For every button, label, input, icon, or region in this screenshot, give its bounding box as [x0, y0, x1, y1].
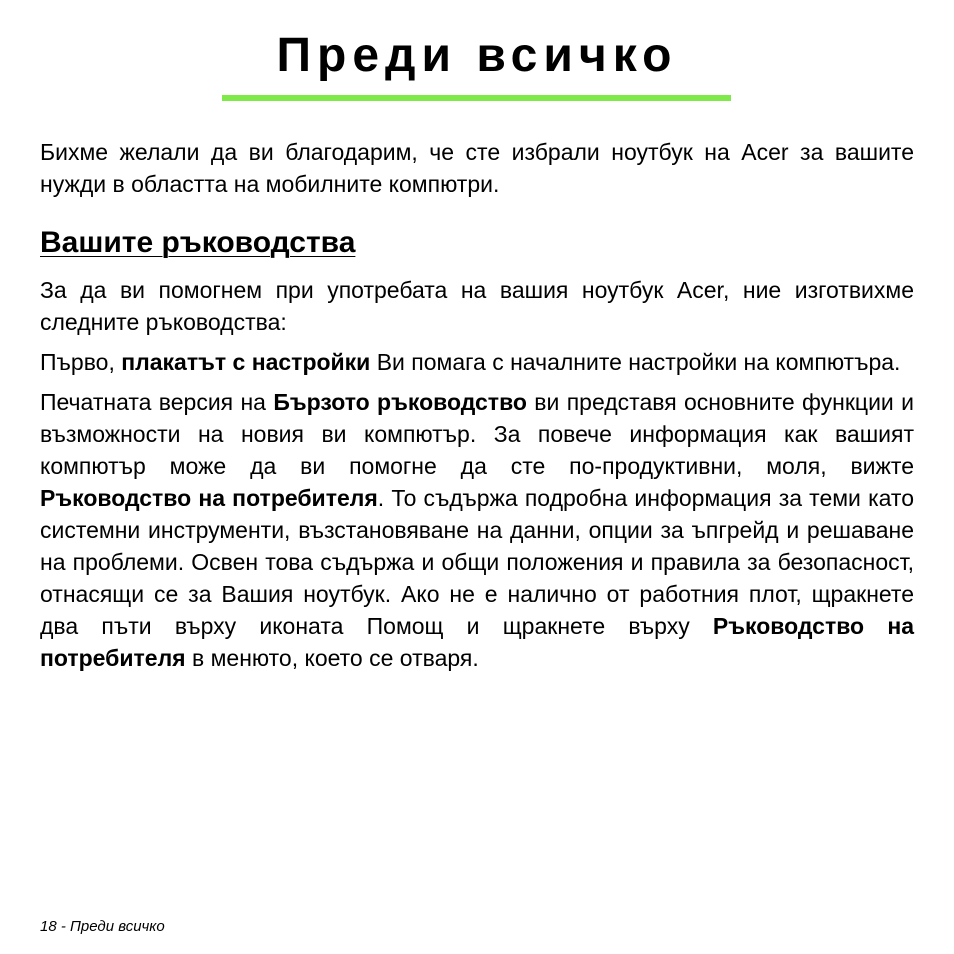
content: [40, 136, 914, 674]
text-run: в менюто, което се отваря.: [185, 645, 479, 671]
bold-term-user-guide: Ръководство на потребителя: [40, 613, 915, 671]
bold-term-quick-guide: Бързото ръководство: [273, 389, 527, 415]
page-footer: 18 - Преди всичко: [40, 918, 165, 935]
guides-intro-paragraph: За да ви помогнем при употребата на вашия ноутбук Acer, ние изготвихме следните ръководства:: [40, 277, 914, 335]
section-heading: Вашите ръководства: [40, 226, 356, 259]
quick-guide-paragraph: [40, 386, 914, 674]
page-title: Преди всичко: [276, 29, 678, 82]
bold-term-setup-poster: плакатът с настройки: [121, 349, 371, 375]
bold-term-user-guide: Ръководство на потребителя: [40, 485, 378, 511]
text-run: Първо,: [40, 349, 122, 375]
text-run: Печатната версия на: [40, 389, 274, 415]
setup-poster-paragraph: [40, 346, 914, 378]
intro-paragraph: Бихме желали да ви благодарим, че сте избрали ноутбук на Acer за вашите нужди в областта на мобилните компютри.: [40, 139, 914, 197]
title-underline-rule: [222, 95, 731, 101]
text-run: Ви помага с началните настройки на компютъра.: [370, 349, 901, 375]
text-run: . То съдържа подробна информация за теми като системни инструменти, възстановяване на данни, опции за ъпгрейд и решаване на проблеми. Освен това съдържа и общи положения и правила за безопасност, отнасящи се за Вашия ноутбук. Ако не е налично от работния плот, щракнете два пъти върху иконата Помощ и щракнете върху: [40, 485, 914, 639]
text-run: ви представя основните функции и възможности на новия ви компютър. За повече информация как вашият компютър може да ви помогне да сте по-продуктивни, моля, вижте: [40, 389, 914, 479]
